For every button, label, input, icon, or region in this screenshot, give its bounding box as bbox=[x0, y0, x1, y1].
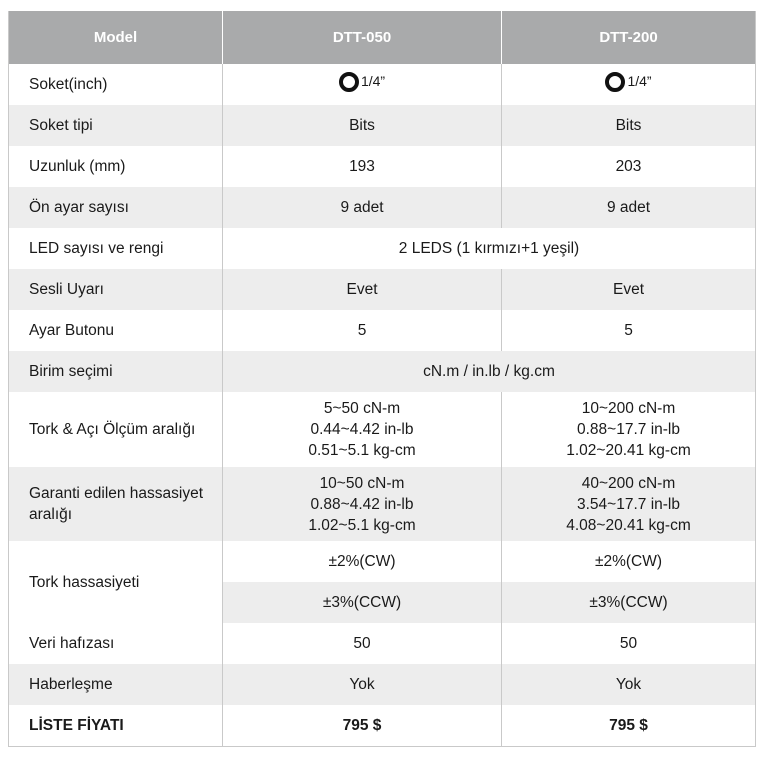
row-label: Birim seçimi bbox=[9, 351, 223, 392]
table-row bbox=[9, 105, 756, 146]
table-row bbox=[9, 664, 756, 705]
cell-value: 10~50 cN-m 0.88~4.42 in-lb 1.02~5.1 kg-cm bbox=[223, 467, 502, 541]
cell-value: Evet bbox=[223, 269, 502, 310]
cell-value: 193 bbox=[223, 146, 502, 187]
cell-value: ±3%(CCW) bbox=[502, 582, 756, 623]
table-row bbox=[9, 392, 756, 467]
spec-table bbox=[8, 11, 756, 747]
table-row bbox=[9, 467, 756, 541]
row-label: Ayar Butonu bbox=[9, 310, 223, 351]
cell-value: ±2%(CW) bbox=[223, 541, 502, 582]
row-label: Uzunluk (mm) bbox=[9, 146, 223, 187]
cell-value: Bits bbox=[502, 105, 756, 146]
row-label: LED sayısı ve rengi bbox=[9, 228, 223, 269]
cell-value: 1/4” bbox=[223, 64, 502, 105]
table-row bbox=[9, 64, 756, 105]
cell-value: 10~200 cN-m 0.88~17.7 in-lb 1.02~20.41 kg-cm bbox=[502, 392, 756, 467]
table-row bbox=[9, 146, 756, 187]
header-dtt-050: DTT-050 bbox=[223, 11, 502, 64]
table-row bbox=[9, 269, 756, 310]
socket-ring-icon bbox=[339, 72, 359, 92]
row-label: Ön ayar sayısı bbox=[9, 187, 223, 228]
cell-value: cN.m / in.lb / kg.cm bbox=[223, 351, 756, 392]
row-label: Haberleşme bbox=[9, 664, 223, 705]
table-header-row bbox=[9, 11, 756, 64]
cell-value: ±2%(CW) bbox=[502, 541, 756, 582]
cell-value: Yok bbox=[223, 664, 502, 705]
cell-value: ±3%(CCW) bbox=[223, 582, 502, 623]
cell-value: 50 bbox=[223, 623, 502, 664]
row-label: Garanti edilen hassasiyet aralığı bbox=[9, 467, 223, 541]
price-label: LİSTE FİYATI bbox=[9, 705, 223, 746]
table-row bbox=[9, 541, 756, 582]
cell-value: 203 bbox=[502, 146, 756, 187]
row-label: Soket tipi bbox=[9, 105, 223, 146]
table-row bbox=[9, 705, 756, 746]
cell-value: 2 LEDS (1 kırmızı+1 yeşil) bbox=[223, 228, 756, 269]
price-value: 795 $ bbox=[502, 705, 756, 746]
cell-value: 5~50 cN-m 0.44~4.42 in-lb 0.51~5.1 kg-cm bbox=[223, 392, 502, 467]
table-row bbox=[9, 351, 756, 392]
table-row bbox=[9, 623, 756, 664]
price-value: 795 $ bbox=[223, 705, 502, 746]
cell-value: 9 adet bbox=[502, 187, 756, 228]
table-row bbox=[9, 187, 756, 228]
cell-value: Bits bbox=[223, 105, 502, 146]
cell-value: 50 bbox=[502, 623, 756, 664]
table-row bbox=[9, 228, 756, 269]
cell-value: 1/4” bbox=[502, 64, 756, 105]
cell-value: 40~200 cN-m 3.54~17.7 in-lb 4.08~20.41 kg-cm bbox=[502, 467, 756, 541]
cell-value: Evet bbox=[502, 269, 756, 310]
cell-value: Yok bbox=[502, 664, 756, 705]
row-label: Tork & Açı Ölçüm aralığı bbox=[9, 392, 223, 467]
row-label: Tork hassasiyeti bbox=[9, 541, 223, 623]
cell-value: 5 bbox=[502, 310, 756, 351]
table-row bbox=[9, 310, 756, 351]
cell-value: 5 bbox=[223, 310, 502, 351]
header-model: Model bbox=[9, 11, 223, 64]
row-label: Soket(inch) bbox=[9, 64, 223, 105]
socket-ring-icon bbox=[605, 72, 625, 92]
cell-value: 9 adet bbox=[223, 187, 502, 228]
row-label: Sesli Uyarı bbox=[9, 269, 223, 310]
row-label: Veri hafızası bbox=[9, 623, 223, 664]
header-dtt-200: DTT-200 bbox=[502, 11, 756, 64]
